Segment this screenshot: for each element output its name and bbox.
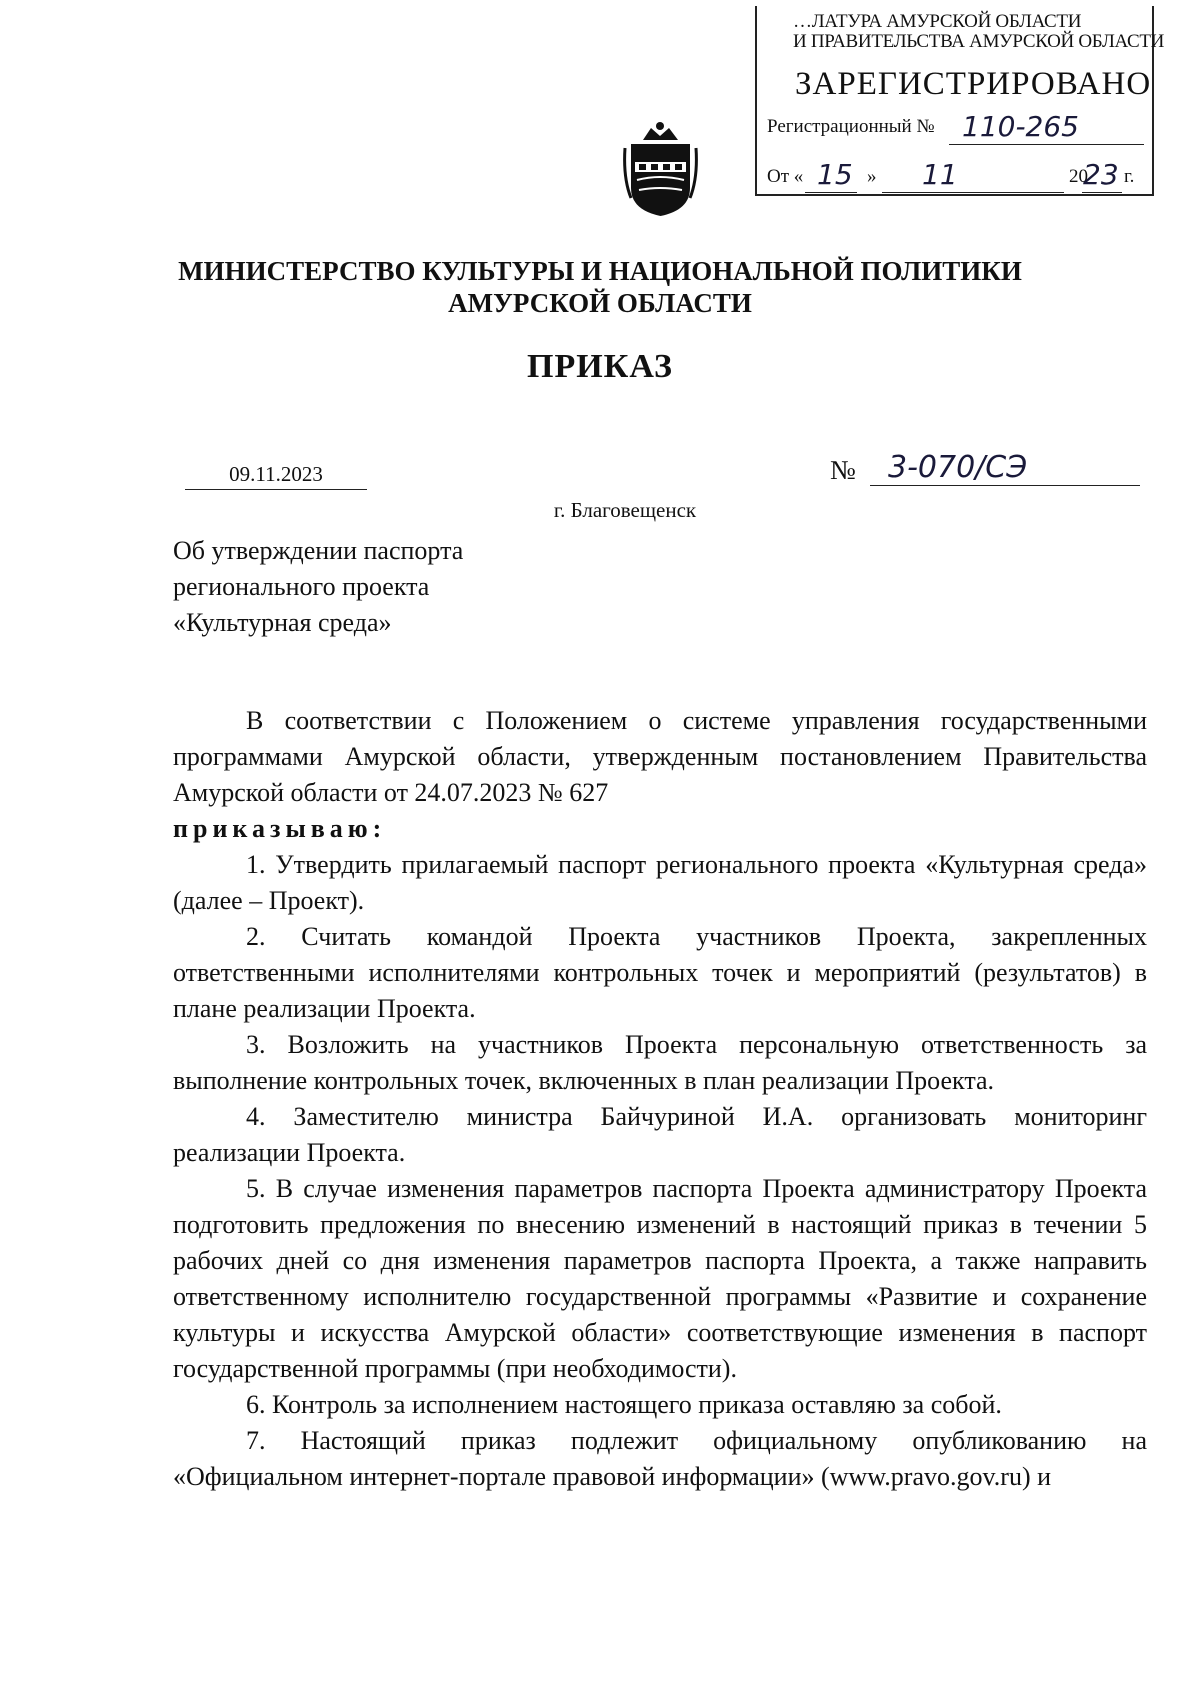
order-item-6: 6. Контроль за исполнением настоящего приказа оставляю за собой. [246, 1390, 1002, 1419]
stamp-date-year-suffix: 23 [1083, 158, 1119, 191]
subject-line1: Об утверждении паспорта [173, 536, 464, 565]
order-item-7: 7. Настоящий приказ подлежит официальному опубликованию на «Официальном интернет-портале правовой информации» (www.pravo.gov.ru) и [173, 1426, 1147, 1491]
coat-of-arms-icon [623, 118, 698, 218]
ministry-line1: МИНИСТЕРСТВО КУЛЬТУРЫ И НАЦИОНАЛЬНОЙ ПОЛИТИКИ [178, 256, 1022, 286]
stamp-date-day: 15 [817, 158, 853, 191]
stamp-day-underline [805, 192, 857, 193]
stamp-date-month: 11 [922, 158, 958, 191]
order-word: приказываю: [173, 814, 387, 843]
preamble: В соответствии с Положением о системе управления государственными программами Амурской области, утвержденным постановлением Правительства Амурской области от 24.07.2023 № 627 [173, 706, 1147, 807]
stamp-reg-number: 110-265 [962, 110, 1079, 143]
number-underline [870, 485, 1140, 486]
order-item-4: 4. Заместителю министра Байчуриной И.А. организовать мониторинг реализации Проекта. [173, 1102, 1147, 1167]
ministry-name [0, 255, 1200, 319]
order-item-3: 3. Возложить на участников Проекта персональную ответственность за выполнение контрольных точек, включенных в план реализации Проекта. [173, 1030, 1147, 1095]
stamp-header-line1: …ЛАТУРА АМУРСКОЙ ОБЛАСТИ [793, 11, 1082, 32]
stamp-year-underline [1082, 192, 1122, 193]
document-body [173, 703, 1147, 1495]
city: г. Благовещенск [553, 498, 697, 522]
document-number: 3-070/СЭ [888, 450, 1028, 485]
ministry-line2: АМУРСКОЙ ОБЛАСТИ [448, 288, 752, 318]
stamp-header-line2: И ПРАВИТЕЛЬСТВА АМУРСКОЙ ОБЛАСТИ [793, 31, 1165, 52]
order-item-1: 1. Утвердить прилагаемый паспорт регионального проекта «Культурная среда» (далее – Проект). [173, 850, 1147, 915]
document-type: ПРИКАЗ [527, 348, 673, 385]
stamp-date-mid: » [867, 166, 877, 187]
stamp-reg-underline [949, 144, 1144, 145]
order-item-2: 2. Считать командой Проекта участников Проекта, закрепленных ответственными исполнителями контрольных точек и мероприятий (результатов) в плане реализации Проекта. [173, 922, 1147, 1023]
subject-line3: «Культурная среда» [173, 608, 392, 637]
stamp-month-underline [882, 192, 1064, 193]
stamp-date-suffix: г. [1124, 166, 1135, 187]
stamp-date-prefix: От « [767, 166, 804, 187]
stamp-title: ЗАРЕГИСТРИРОВАНО [795, 66, 1152, 102]
stamp-header [793, 12, 1164, 52]
document-date: 09.11.2023 [185, 462, 367, 490]
order-item-5: 5. В случае изменения параметров паспорта Проекта администратору Проекта подготовить предложения по внесению изменений в настоящий приказ в течении 5 рабочих дней со дня изменения параметров паспорта Проекта, а также направить ответственному исполнителю государственной программы «Развитие и сохранение культуры и искусства Амурской области» соответствующие изменения в паспорт государственной программы (при необходимости). [173, 1174, 1147, 1383]
stamp-date-year-prefix: 20 [1069, 166, 1088, 187]
subject-line2: регионального проекта [173, 572, 430, 601]
stamp-reg-label: Регистрационный № [767, 116, 935, 137]
registration-stamp [755, 6, 1165, 196]
number-label: № [830, 455, 856, 485]
document-subject [173, 533, 463, 641]
